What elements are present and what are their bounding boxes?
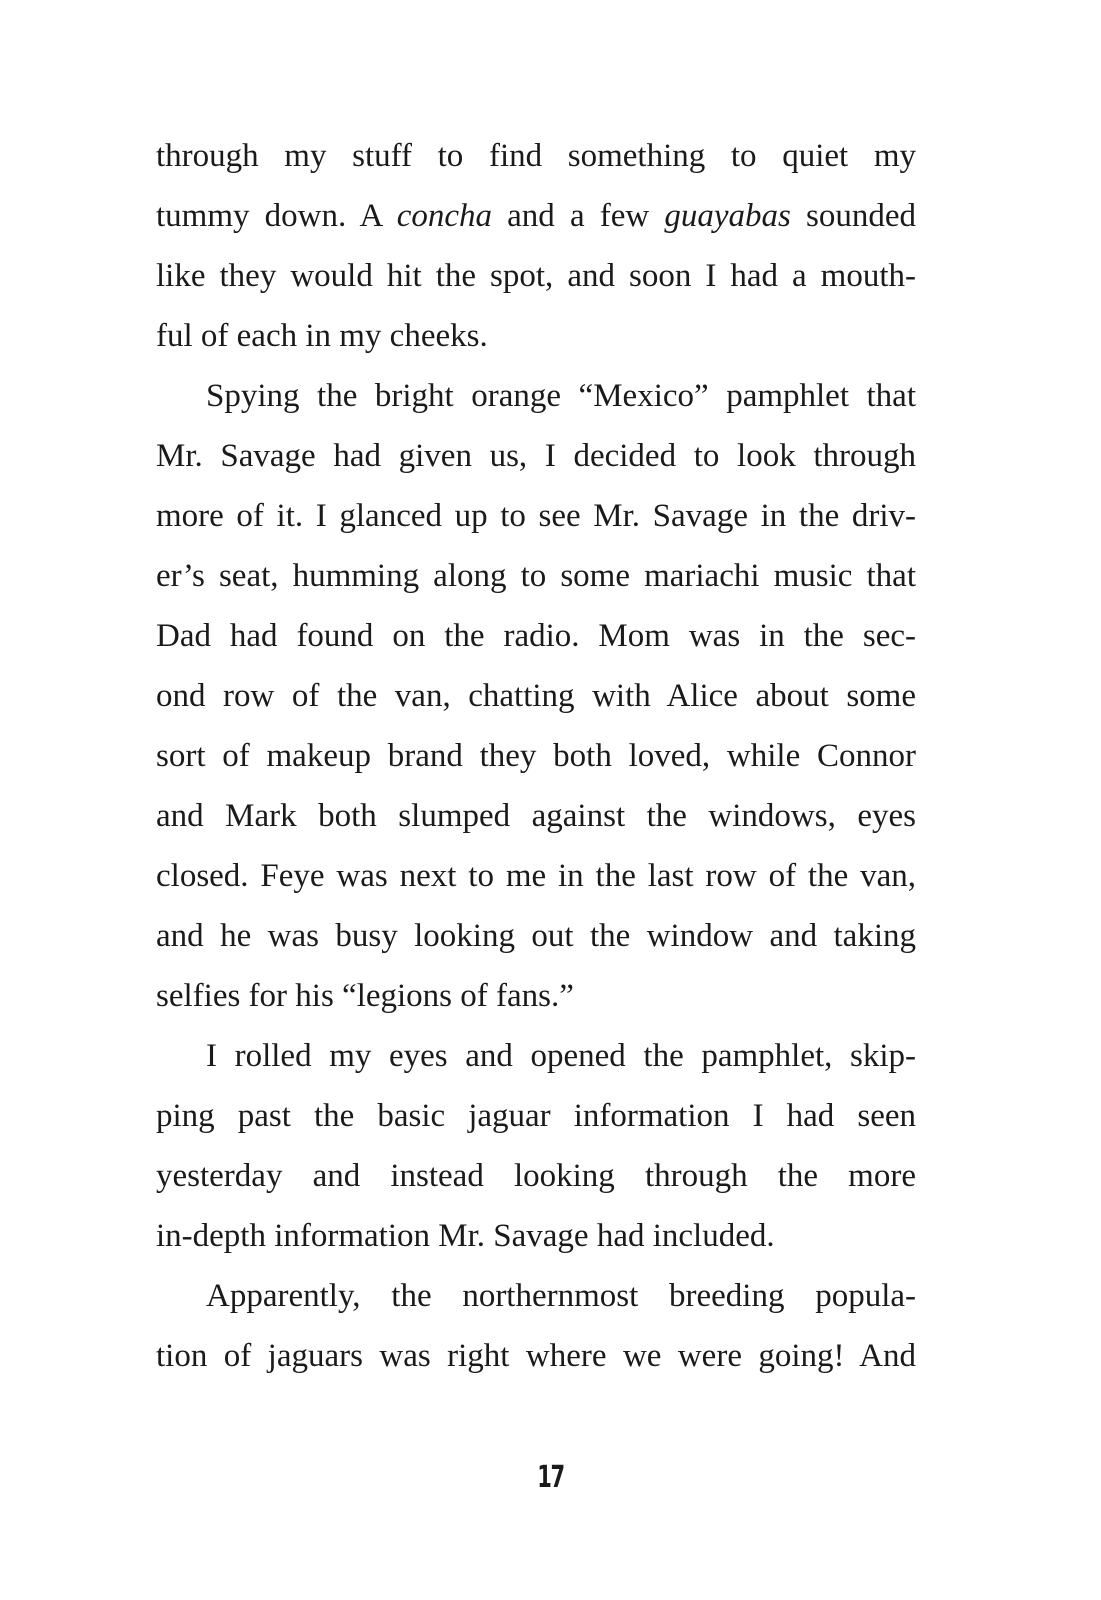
text-segment: ond row of the van, chatting with Alice about some [156, 678, 916, 714]
text-segment: sounded [790, 198, 916, 234]
text-segment: Dad had found on the radio. Mom was in the sec- [156, 618, 916, 654]
text-segment: ping past the basic jaguar information I had seen [156, 1098, 916, 1134]
text-line [156, 426, 916, 486]
text-segment: and a few [492, 198, 665, 234]
text-segment: and Mark both slumped against the windows, eyes [156, 798, 916, 834]
text-segment: sort of makeup brand they both loved, while Connor [156, 738, 916, 774]
text-line [156, 126, 916, 186]
text-segment: Spying the bright orange “Mexico” pamphlet that [206, 378, 916, 414]
italic-text: guayabas [664, 198, 791, 234]
text-segment: I rolled my eyes and opened the pamphlet, skip- [206, 1038, 916, 1074]
body-text [156, 126, 916, 1386]
text-segment: ful of each in my cheeks. [156, 318, 488, 354]
text-segment: yesterday and instead looking through the more [156, 1158, 916, 1194]
text-line [156, 1026, 916, 1086]
text-line [156, 186, 916, 246]
text-segment: more of it. I glanced up to see Mr. Savage in the driv- [156, 498, 916, 534]
text-segment: Apparently, the northernmost breeding popula- [206, 1278, 916, 1314]
text-segment: er’s seat, humming along to some mariachi music that [156, 558, 916, 594]
text-line [156, 666, 916, 726]
text-line [156, 1086, 916, 1146]
text-line [156, 1146, 916, 1206]
text-line [156, 786, 916, 846]
text-line [156, 366, 916, 426]
text-segment: closed. Feye was next to me in the last row of the van, [156, 858, 916, 894]
text-line [156, 906, 916, 966]
text-line [156, 1266, 916, 1326]
text-segment: and he was busy looking out the window and taking [156, 918, 916, 954]
text-line [156, 1326, 916, 1386]
text-line [156, 486, 916, 546]
text-line [156, 306, 916, 366]
text-segment: Mr. Savage had given us, I decided to look through [156, 438, 916, 474]
text-segment: like they would hit the spot, and soon I had a mouth- [156, 258, 916, 294]
italic-text: concha [396, 198, 493, 234]
text-line [156, 846, 916, 906]
text-line [156, 726, 916, 786]
text-segment: through my stuff to find something to quiet my [156, 138, 916, 174]
text-line [156, 606, 916, 666]
page-number: 17 [537, 1460, 564, 1495]
text-segment: selfies for his “legions of fans.” [156, 978, 574, 1014]
text-segment: tummy down. A [156, 198, 397, 234]
text-line [156, 966, 916, 1026]
text-segment: tion of jaguars was right where we were going! And [156, 1338, 916, 1374]
text-segment: in-depth information Mr. Savage had included. [156, 1218, 775, 1254]
text-line [156, 546, 916, 606]
text-line [156, 1206, 916, 1266]
text-line [156, 246, 916, 306]
